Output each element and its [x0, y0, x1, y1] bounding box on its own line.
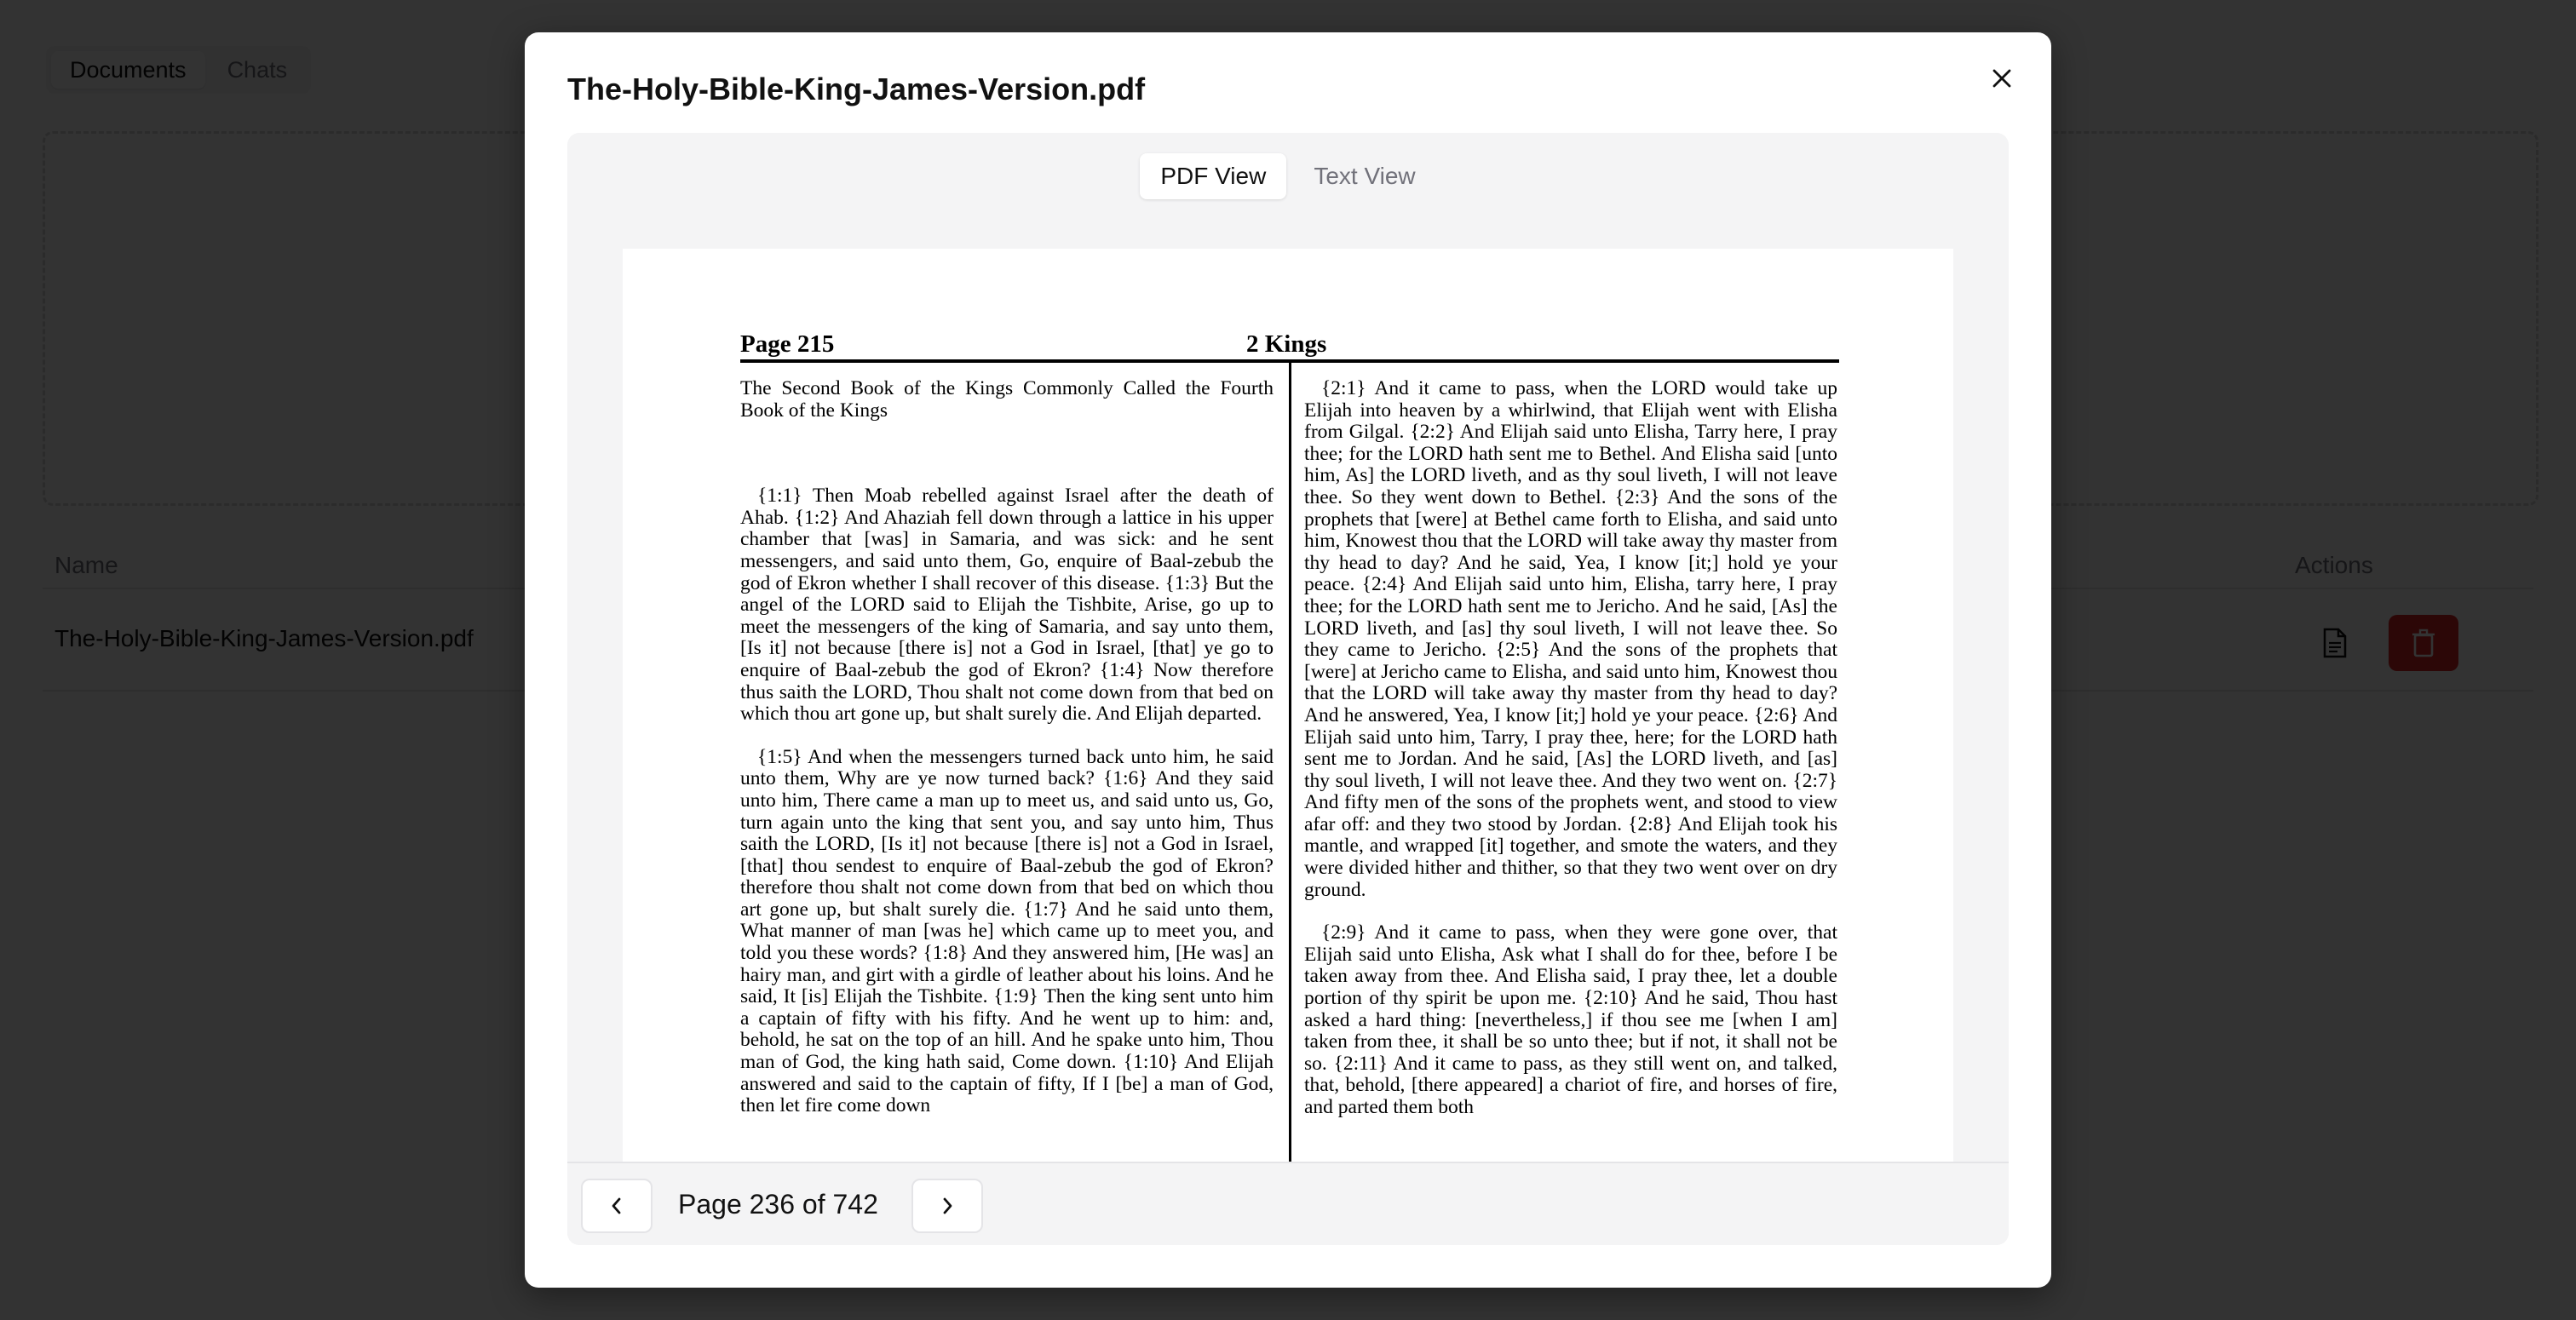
- pdf-paragraph: The Second Book of the Kings Commonly Called the Fourth Book of the Kings: [740, 377, 1274, 422]
- tab-text-view[interactable]: Text View: [1314, 163, 1416, 189]
- dialog-title: The-Holy-Bible-King-James-Version.pdf: [567, 72, 1146, 106]
- pdf-page[interactable]: [623, 249, 1953, 1162]
- close-icon: [1991, 67, 2013, 89]
- pdf-right-column: [1304, 378, 1837, 1140]
- tab-pdf-view[interactable]: PDF View: [1140, 153, 1286, 199]
- chevron-right-icon: [939, 1196, 956, 1216]
- document-viewer: [567, 133, 2009, 1245]
- previous-page-button[interactable]: [581, 1179, 653, 1233]
- pagination-bar: [567, 1162, 2009, 1245]
- pdf-paragraph: {1:5} And when the messengers turned back unto him, he said unto them, Why are ye now turned back? {1:6} And they said unto him, There came a man up to meet us, and said unto us, Go, turn again unto the king that sent you, and say unto him, Thus saith the LORD, [Is it] not because [there is] not a God in Israel, [that] thou sendest to enquire of Baal-zebub the god of Ekron? therefore thou shalt not come down from that bed on which thou art gone up, but shalt surely die. {1:7} And he said unto them, What manner of man [was he] which came up to meet you, and told you these words? {1:8} And they answered him, [He was] an hairy man, and girt with a girdle of leather about his loins. And he said, It [is] Elijah the Tishbite. {1:9} Then the king sent unto him a captain of fifty with his fifty. And he went up to him: and, behold, he sat on the top of an hill. And he spake unto him, Thou man of God, the king hath said, Come down. {1:10} And Elijah answered and said to the captain of fifty, If I [be] a man of God, then let fire come down: [740, 745, 1274, 1117]
- view-mode-tabs: [567, 153, 2009, 199]
- pdf-paragraph: {2:9} And it came to pass, when they were gone over, that Elijah said unto Elisha, Ask what I shall do for thee, before I be taken away from thee. And Elisha said, I pray thee, let a double portion of thy spirit be upon me. {2:10} And he said, Thou hast asked a hard thing: [nevertheless,] if thou see me [when I am] taken from thee, it shall be so unto thee; but if not, it shall not be so. {2:11} And it came to pass, as they still went on, and talked, that, behold, [there appeared] a chariot of fire, and horses of fire, and parted them both: [1304, 921, 1837, 1118]
- pdf-book-title: 2 Kings: [1246, 330, 1327, 358]
- next-page-button[interactable]: [911, 1179, 983, 1233]
- pdf-paragraph: {1:1} Then Moab rebelled against Israel after the death of Ahab. {1:2} And Ahaziah fell down through a lattice in his upper chamber that [was] in Samaria, and was sick: and he sent messengers, and said unto them, Go, enquire of Baal-zebub the god of Ekron whether I shall recover of this disease. {1:3} But the angel of the LORD said to Elijah the Tishbite, Arise, go up to meet the messengers of the king of Samaria, and say unto them, [Is it] not because [there is] not a God in Israel, [that] ye go to enquire of Baal-zebub the god of Ekron? {1:4} Now therefore thus saith the LORD, Thou shalt not come down from that bed on which thou art gone up, but shalt surely die. And Elijah departed.: [740, 485, 1274, 726]
- document-preview-dialog: [525, 32, 2051, 1288]
- pdf-left-column: [740, 378, 1274, 1139]
- page-indicator: Page 236 of 742: [678, 1189, 878, 1220]
- pdf-paragraph: {2:1} And it came to pass, when the LORD would take up Elijah into heaven by a whirlwind, that Elijah went with Elisha from Gilgal. {2:2} And Elijah said unto Elisha, Tarry here, I pray thee; for the LORD hath sent me to Bethel. And Elisha said [unto him, As] the LORD liveth, and as thy soul liveth, I will not leave thee. So they went down to Bethel. {2:3} And the sons of the prophets that [were] at Bethel came forth to Elisha, and said unto him, Knowest thou that the LORD will take away thy master from thy head to day? And he said, Yea, I know [it;] hold ye your peace. {2:4} And Elijah said unto him, Elisha, tarry here, I pray thee; for the LORD hath sent me to Jericho. And he said, [As] the LORD liveth, and [as] thy soul liveth, I will not leave thee. So they came to Jericho. {2:5} And the sons of the prophets that [were] at Jericho came to Elisha, and said unto him, Knowest thou that the LORD will take away thy master from thy head to day? And he answered, Yea, I know [it;] hold ye your peace. {2:6} And Elijah said unto him, Tarry, I pray thee, here; for the LORD hath sent me to Jordan. And he said, [As] the LORD liveth, and [as] thy soul liveth, I will not leave thee. And they two went on. {2:7} And fifty men of the sons of the prophets went, and stood to view afar off: and they two stood by Jordan. {2:8} And Elijah took his mantle, and wrapped [it] together, and smote the waters, and they were divided hither and thither, so that they two went over on dry ground.: [1304, 377, 1837, 901]
- pdf-page-header: [740, 330, 1839, 363]
- close-button[interactable]: [1985, 61, 2019, 95]
- chevron-left-icon: [608, 1196, 625, 1216]
- pdf-page-number: Page 215: [740, 330, 835, 358]
- column-divider: [1289, 363, 1291, 1162]
